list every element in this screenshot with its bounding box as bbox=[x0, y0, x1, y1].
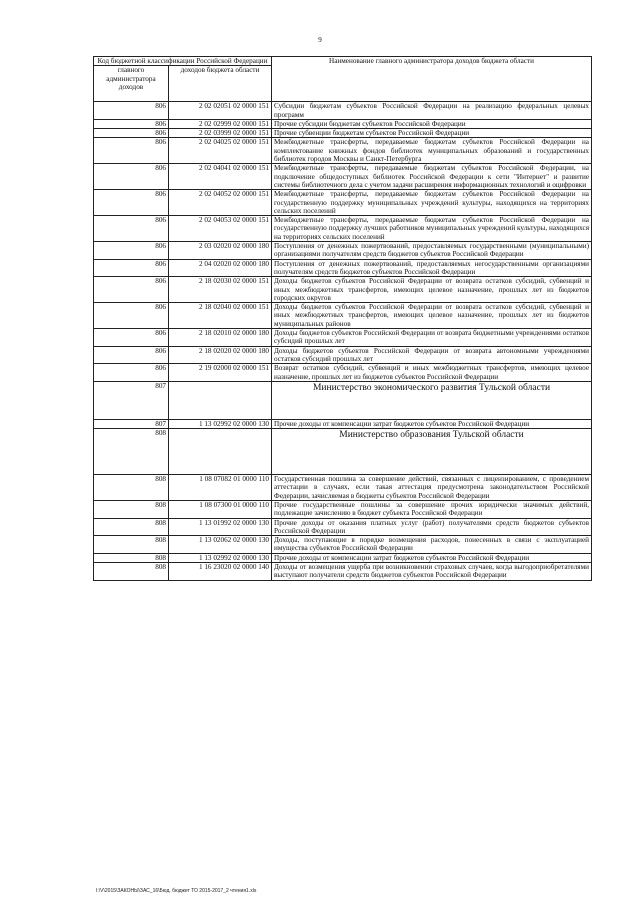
table-row bbox=[94, 303, 592, 329]
income-code: 1 13 01992 02 0000 130 bbox=[169, 518, 272, 536]
income-code: 2 02 04025 02 0000 151 bbox=[169, 138, 272, 164]
table-row bbox=[94, 563, 592, 581]
header-admin: главного администратора доходов bbox=[94, 66, 169, 102]
table-row bbox=[94, 190, 592, 216]
table-row bbox=[94, 164, 592, 190]
section-title: Министерство экономического развития Тульской области bbox=[272, 381, 592, 419]
table-row bbox=[94, 419, 592, 428]
income-code: 1 13 02992 02 0000 130 bbox=[169, 419, 272, 428]
income-code: 2 18 02040 02 0000 151 bbox=[169, 303, 272, 329]
section-title: Министерство образования Тульской области bbox=[272, 429, 592, 475]
income-code: 2 18 02020 02 0000 180 bbox=[169, 346, 272, 364]
table-row bbox=[94, 500, 592, 518]
empty-code-cell bbox=[169, 429, 272, 475]
admin-code: 806 bbox=[94, 102, 169, 120]
admin-code: 806 bbox=[94, 277, 169, 303]
income-description: Межбюджетные трансферты, передаваемые бюджетам субъектов Российской Федерации на комплектование книжных фондов библиотек муниципальных образований и государственных библиотек городов Москвы и Санкт-Петербурга bbox=[272, 138, 592, 164]
admin-code: 806 bbox=[94, 190, 169, 216]
table-row bbox=[94, 536, 592, 554]
admin-code: 808 bbox=[94, 536, 169, 554]
income-description: Поступления от денежных пожертвований, предоставляемых негосударственными организациями получателям средств бюджетов субъектов Российской Федерации bbox=[272, 259, 592, 277]
header-row-1 bbox=[94, 57, 592, 66]
table-row bbox=[94, 259, 592, 277]
admin-code: 808 bbox=[94, 553, 169, 562]
table-row bbox=[94, 329, 592, 347]
income-table bbox=[93, 56, 592, 581]
income-code: 2 02 02051 02 0000 151 bbox=[169, 102, 272, 120]
admin-code: 806 bbox=[94, 138, 169, 164]
table-row bbox=[94, 553, 592, 562]
income-description: Доходы бюджетов субъектов Российской Федерации от возврата остатков субсидий, субвенций и иных межбюджетных трансфертов, имеющих целевое назначение, прошлых лет из бюджетов муниципальных районов bbox=[272, 303, 592, 329]
income-code: 2 02 02999 02 0000 151 bbox=[169, 119, 272, 128]
income-code: 1 16 23020 02 0000 140 bbox=[169, 563, 272, 581]
income-description: Межбюджетные трансферты, передаваемые бюджетам субъектов Российской Федерации на государственную поддержку лучших работников муниципальных учреждений культуры, находящихся на территориях сельских поселений bbox=[272, 216, 592, 242]
income-description: Возврат остатков субсидий, субвенций и иных межбюджетных трансфертов, имеющих целевое назначение, прошлых лет из бюджетов субъектов Российской Федерации bbox=[272, 364, 592, 382]
income-description: Доходы бюджетов субъектов Российской Федерации от возврата бюджетными учреждениями остатков субсидий прошлых лет bbox=[272, 329, 592, 347]
table-row bbox=[94, 475, 592, 501]
table-row bbox=[94, 518, 592, 536]
income-code: 2 02 04053 02 0000 151 bbox=[169, 216, 272, 242]
empty-code-cell bbox=[169, 381, 272, 419]
income-description: Государственная пошлина за совершение действий, связанных с лицензированием, с проведением аттестации в случаях, если такая аттестация предусмотрена законодательством Российской Федерации, зачисляемая в бюджеты субъектов Российской Федерации bbox=[272, 475, 592, 501]
admin-code: 806 bbox=[94, 259, 169, 277]
income-code: 2 04 02020 02 0000 180 bbox=[169, 259, 272, 277]
header-group: Код бюджетной классификации Российской Федерации bbox=[94, 57, 272, 66]
income-code: 2 03 02020 02 0000 180 bbox=[169, 242, 272, 260]
income-code: 2 02 03999 02 0000 151 bbox=[169, 129, 272, 138]
admin-code: 806 bbox=[94, 216, 169, 242]
admin-code: 806 bbox=[94, 242, 169, 260]
income-code: 1 08 07300 01 0000 110 bbox=[169, 500, 272, 518]
admin-code: 807 bbox=[94, 381, 169, 419]
section-row bbox=[94, 429, 592, 475]
admin-code: 808 bbox=[94, 563, 169, 581]
admin-code: 808 bbox=[94, 518, 169, 536]
admin-code: 806 bbox=[94, 303, 169, 329]
table-row bbox=[94, 242, 592, 260]
admin-code: 808 bbox=[94, 429, 169, 475]
income-code: 2 18 02010 02 0000 180 bbox=[169, 329, 272, 347]
admin-code: 806 bbox=[94, 119, 169, 128]
admin-code: 806 bbox=[94, 364, 169, 382]
table-row bbox=[94, 277, 592, 303]
table-row bbox=[94, 364, 592, 382]
admin-code: 806 bbox=[94, 164, 169, 190]
header-income: доходов бюджета области bbox=[169, 66, 272, 102]
income-code: 2 19 02000 02 0000 151 bbox=[169, 364, 272, 382]
income-code: 2 02 04052 02 0000 151 bbox=[169, 190, 272, 216]
section-row bbox=[94, 381, 592, 419]
admin-code: 807 bbox=[94, 419, 169, 428]
income-description: Прочие доходы от компенсации затрат бюджетов субъектов Российской Федерации bbox=[272, 553, 592, 562]
income-description: Доходы от возмещения ущерба при возникновении страховых случаев, когда выгодоприобретателями выступают получатели средств бюджетов субъектов Российской Федерации bbox=[272, 563, 592, 581]
header-name: Наименование главного администратора доходов бюджета области bbox=[272, 57, 592, 102]
income-description: Межбюджетные трансферты, передаваемые бюджетам субъектов Российской Федерации, на подключение общедоступных библиотек Российской Федерации к сети "Интернет" и развитие системы библиотечного дела с учетом задачи расширения информационных технологий и оцифровки bbox=[272, 164, 592, 190]
income-code: 2 02 04041 02 0000 151 bbox=[169, 164, 272, 190]
table-row bbox=[94, 102, 592, 120]
file-path-footer: I:\V\2015\ЗАКОНЫ\ЗАС_16\Бюд. бюджет ТО 2015-2017_2 чтения1.xls bbox=[96, 888, 257, 894]
table-row bbox=[94, 346, 592, 364]
admin-code: 806 bbox=[94, 129, 169, 138]
table-row bbox=[94, 138, 592, 164]
income-description: Доходы, поступающие в порядке возмещения расходов, понесенных в связи с эксплуатацией имущества субъектов Российской Федерации bbox=[272, 536, 592, 554]
page-number: 9 bbox=[318, 36, 322, 44]
income-description: Прочие субвенции бюджетам субъектов Российской Федерации bbox=[272, 129, 592, 138]
income-code: 1 13 02992 02 0000 130 bbox=[169, 553, 272, 562]
income-description: Прочие государственные пошлины за совершение прочих юридически значимых действий, подлежащие зачислению в бюджет субъекта Российской Федерации bbox=[272, 500, 592, 518]
admin-code: 808 bbox=[94, 475, 169, 501]
income-description: Прочие субсидии бюджетам субъектов Российской Федерации bbox=[272, 119, 592, 128]
admin-code: 806 bbox=[94, 346, 169, 364]
table-row bbox=[94, 216, 592, 242]
income-code: 1 08 07082 01 0000 110 bbox=[169, 475, 272, 501]
table-row bbox=[94, 119, 592, 128]
income-description: Межбюджетные трансферты, передаваемые бюджетам субъектов Российской Федерации на государственную поддержку муниципальных учреждений культуры, находящихся на территориях сельских поселений bbox=[272, 190, 592, 216]
income-description: Прочие доходы от компенсации затрат бюджетов субъектов Российской Федерации bbox=[272, 419, 592, 428]
table-row bbox=[94, 129, 592, 138]
income-description: Доходы бюджетов субъектов Российской Федерации от возврата автономными учреждениями остатков субсидий прошлых лет bbox=[272, 346, 592, 364]
income-description: Доходы бюджетов субъектов Российской Федерации от возврата остатков субсидий, субвенций и иных межбюджетных трансфертов, имеющих целевое назначение, прошлых лет из бюджетов городских округов bbox=[272, 277, 592, 303]
admin-code: 806 bbox=[94, 329, 169, 347]
income-code: 2 18 02030 02 0000 151 bbox=[169, 277, 272, 303]
admin-code: 808 bbox=[94, 500, 169, 518]
income-description: Прочие доходы от оказания платных услуг (работ) получателями средств бюджетов субъектов Российской Федерации bbox=[272, 518, 592, 536]
income-description: Субсидии бюджетам субъектов Российской Федерации на реализацию федеральных целевых программ bbox=[272, 102, 592, 120]
income-code: 1 13 02062 02 0000 130 bbox=[169, 536, 272, 554]
income-description: Поступления от денежных пожертвований, предоставляемых государственными (муниципальными) организациями получателям средств бюджетов субъектов Российской Федерации bbox=[272, 242, 592, 260]
